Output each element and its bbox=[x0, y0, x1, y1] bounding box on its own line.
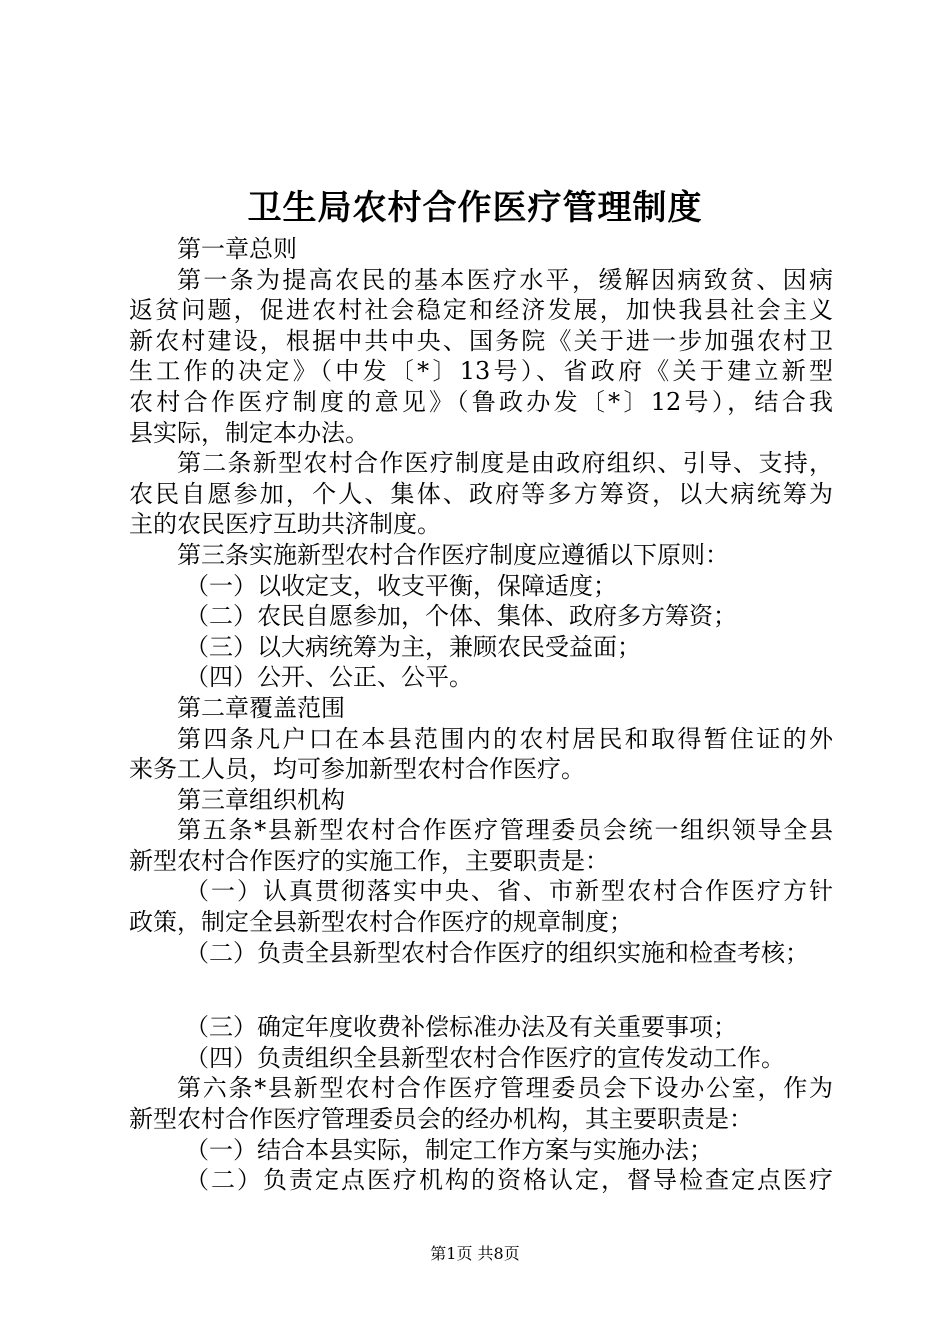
document-title: 卫生局农村合作医疗管理制度 bbox=[247, 188, 703, 228]
paragraph-line: 县实际，制定本办法。 bbox=[129, 418, 369, 447]
list-item: （二）农民自愿参加，个体、集体、政府多方筹资； bbox=[185, 602, 737, 631]
chapter-heading: 第一章总则 bbox=[177, 235, 297, 263]
blank-line bbox=[129, 968, 833, 1012]
document-body bbox=[129, 234, 833, 1196]
list-item: （一）认真贯彻落实中央、省、市新型农村合作医疗方针 bbox=[185, 877, 833, 906]
list-item: （二）负责全县新型农村合作医疗的组织实施和检查考核； bbox=[185, 938, 809, 967]
list-item: （二）负责定点医疗机构的资格认定，督导检查定点医疗 bbox=[185, 1166, 833, 1195]
paragraph-line: 新型农村合作医疗的实施工作，主要职责是： bbox=[129, 846, 609, 875]
paragraph-line: 新型农村合作医疗管理委员会的经办机构，其主要职责是： bbox=[129, 1105, 753, 1134]
paragraph-line: 第六条*县新型农村合作医疗管理委员会下设办公室，作为 bbox=[177, 1074, 833, 1103]
paragraph-line: 第二条新型农村合作医疗制度是由政府组织、引导、支持， bbox=[177, 449, 833, 478]
list-item: （四）公开、公正、公平。 bbox=[185, 663, 473, 692]
list-item: （一）结合本县实际，制定工作方案与实施办法； bbox=[185, 1135, 713, 1164]
list-item: （四）负责组织全县新型农村合作医疗的宣传发动工作。 bbox=[185, 1043, 785, 1072]
paragraph-line: 第四条凡户口在本县范围内的农村居民和取得暂住证的外 bbox=[177, 724, 833, 753]
paragraph-line: 第三条实施新型农村合作医疗制度应遵循以下原则： bbox=[177, 540, 729, 569]
paragraph-line: 农村合作医疗制度的意见》（鲁政办发〔*〕12号），结合我 bbox=[129, 387, 833, 416]
list-item: （三）确定年度收费补偿标准办法及有关重要事项； bbox=[185, 1013, 737, 1042]
list-item: （三）以大病统筹为主，兼顾农民受益面； bbox=[185, 632, 641, 661]
chapter-heading: 第三章组织机构 bbox=[177, 785, 345, 814]
page-footer: 第1页 共8页 bbox=[430, 1244, 520, 1263]
paragraph-line: 第一条为提高农民的基本医疗水平，缓解因病致贫、因病 bbox=[177, 265, 833, 294]
paragraph-line: 来务工人员，均可参加新型农村合作医疗。 bbox=[129, 755, 585, 784]
chapter-heading: 第二章覆盖范围 bbox=[177, 693, 345, 722]
paragraph-line: 政策，制定全县新型农村合作医疗的规章制度； bbox=[129, 908, 633, 937]
paragraph-line: 新农村建设，根据中共中央、国务院《关于进一步加强农村卫 bbox=[129, 326, 833, 355]
paragraph-line: 第五条*县新型农村合作医疗管理委员会统一组织领导全县 bbox=[177, 816, 833, 845]
paragraph-line: 返贫问题，促进农村社会稳定和经济发展，加快我县社会主义 bbox=[129, 296, 833, 325]
paragraph-line: 农民自愿参加，个人、集体、政府等多方筹资，以大病统筹为 bbox=[129, 479, 833, 508]
paragraph-line: 主的农民医疗互助共济制度。 bbox=[129, 510, 441, 539]
list-item: （一）以收定支，收支平衡，保障适度； bbox=[185, 571, 617, 600]
paragraph-line: 生工作的决定》（中发〔*〕13号）、省政府《关于建立新型 bbox=[129, 357, 833, 386]
